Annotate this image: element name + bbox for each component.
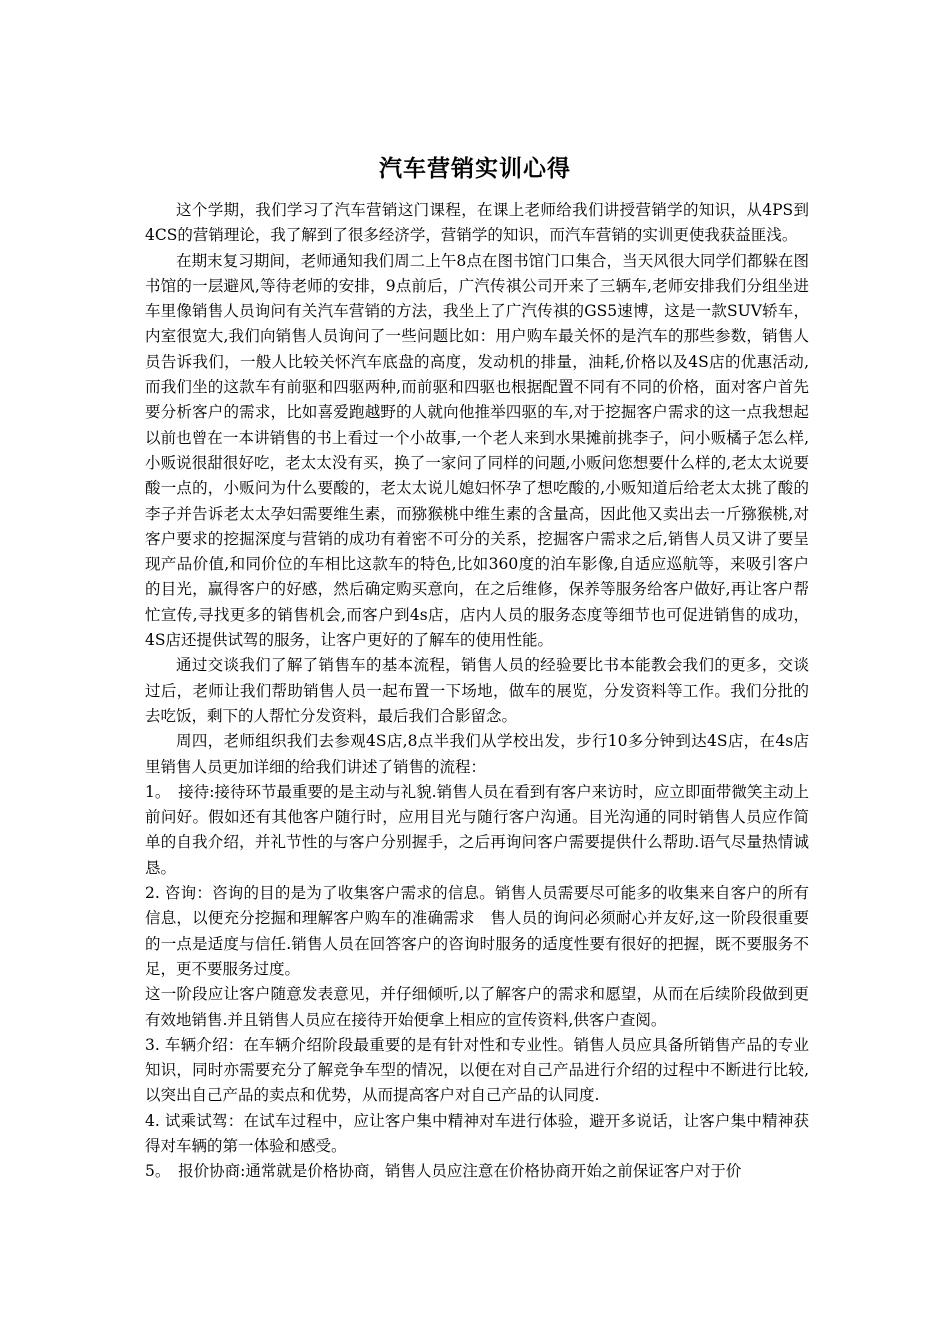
document-body (145, 198, 809, 1185)
paragraph: 在期末复习期间，老师通知我们周二上午8点在图书馆门口集合，当天风很大同学们都躲在图书馆的一层避风,等待老师的安排，9点前后，广汽传祺公司开来了三辆车,老师安排我们分组坐进车里像销售人员询问有关汽车营销的方法，我坐上了广汽传祺的GS5速博，这是一款SUV轿车，内室很宽大,我们向销售人员询问了一些问题比如：用户购车最关怀的是汽车的那些参数，销售人员告诉我们，一般人比较关怀汽车底盘的高度，发动机的排量，油耗,价格以及4S店的优惠活动,而我们坐的这款车有前驱和四驱两种,而前驱和四驱也根据配置不同有不同的价格，面对客户首先要分析客户的需求，比如喜爱跑越野的人就向他推举四驱的车,对于挖掘客户需求的这一点我想起以前也曾在一本讲销售的书上看过一个小故事,一个老人来到水果摊前挑李子，问小贩橘子怎么样,小贩说很甜很好吃，老太太没有买，换了一家问了同样的问题,小贩问您想要什么样的,老太太说要酸一点的，小贩问为什么要酸的，老太太说儿媳妇怀孕了想吃酸的,小贩知道后给老太太挑了酸的李子并告诉老太太孕妇需要维生素，而猕猴桃中维生素的含量高，因此他又卖出去一斤猕猴桃,对客户要求的挖掘深度与营销的成功有着密不可分的关系，挖掘客户需求之后,销售人员又讲了要呈现产品价值,和同价位的车相比这款车的特色,比如360度的泊车影像,自适应巡航等，来吸引客户的目光，赢得客户的好感，然后确定购买意向，在之后维修，保养等服务给客户做好,再让客户帮忙宣传,寻找更多的销售机会,而客户到4s店，店内人员的服务态度等细节也可促进销售的成功，4S店还提供试驾的服务，让客户更好的了解车的使用性能。 (145, 251, 809, 650)
document-title: 汽车营销实训心得 (379, 155, 571, 182)
paragraph: 通过交谈我们了解了销售车的基本流程，销售人员的经验要比书本能教会我们的更多，交谈过后，老师让我们帮助销售人员一起布置一下场地，做车的展览，分发资料等工作。我们分批的去吃饭，剩下的人帮忙分发资料，最后我们合影留念。 (145, 656, 809, 725)
paragraph: 这个学期，我们学习了汽车营销这门课程，在课上老师给我们讲授营销学的知识，从4PS到4CS的营销理论，我了解到了很多经济学，营销学的知识，而汽车营销的实训更使我获益匪浅。 (145, 201, 809, 245)
list-item-consultation: 2. 咨询：咨询的目的是为了收集客户需求的信息。销售人员需要尽可能多的收集来自客户的所有信息，以便充分挖掘和理解客户购车的准确需求 售人员的询问必须耐心并友好,这一阶段很重要的一点是适度与信任.销售人员在回答客户的咨询时服务的适度性要有很好的把握，既不要服务不足，更不要服务过度。 (145, 884, 809, 978)
paragraph: 周四，老师组织我们去参观4S店,8点半我们从学校出发，步行10多分钟到达4S店，在4s店里销售人员更加详细的给我们讲述了销售的流程： (145, 732, 809, 776)
list-item-reception: 1。 接待:接待环节最重要的是主动与礼貌.销售人员在看到有客户来访时，应立即面带微笑主动上前问好。假如还有其他客户随行时，应用目光与随行客户沟通。目光沟通的同时销售人员应作简单的自我介绍，并礼节性的与客户分别握手，之后再询问客户需要提供什么帮助.语气尽量热情诚恳。 (145, 782, 809, 877)
list-item-test-drive: 4. 试乘试驾：在试车过程中，应让客户集中精神对车进行体验，避开多说话，让客户集中精神获得对车辆的第一体验和感受。 (145, 1111, 809, 1155)
list-item-price-negotiation: 5。 报价协商:通常就是价格协商，销售人员应注意在价格协商开始之前保证客户对于价 (145, 1162, 742, 1181)
list-item-vehicle-intro: 3. 车辆介绍：在车辆介绍阶段最重要的是有针对性和专业性。销售人员应具备所销售产品的专业知识，同时亦需要充分了解竞争车型的情况，以便在对自己产品进行介绍的过程中不断进行比较,以突出自己产品的卖点和优势，从而提高客户对自己产品的认同度. (145, 1035, 809, 1105)
paragraph: 这一阶段应让客户随意发表意见，并仔细倾听,以了解客户的需求和愿望，从而在后续阶段做到更有效地销售.并且销售人员应在接待开始便拿上相应的宣传资料,供客户查阅。 (145, 985, 809, 1029)
